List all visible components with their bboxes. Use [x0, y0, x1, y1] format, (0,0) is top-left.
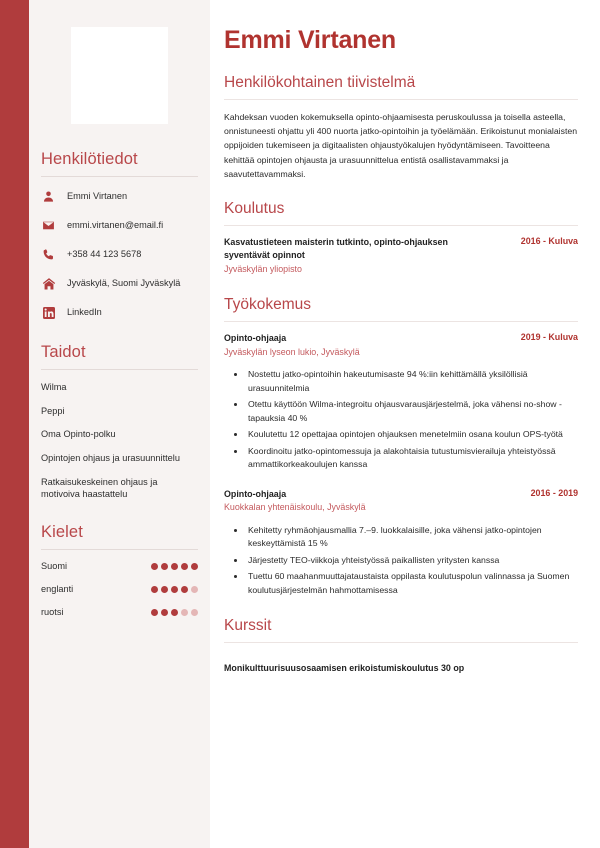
languages-heading: Kielet: [41, 523, 83, 542]
rating-dot-filled: [151, 586, 158, 593]
page-title: Emmi Virtanen: [224, 26, 396, 54]
main-content: [210, 0, 600, 848]
language-level-dots: [151, 609, 198, 616]
entry-organization: Kuokkalan yhtenäiskoulu, Jyväskylä: [224, 502, 366, 513]
section-skills: [41, 343, 198, 501]
envelope-icon: [41, 219, 56, 232]
person-icon: [41, 190, 56, 203]
entry-title: Opinto-ohjaaja: [224, 488, 287, 499]
rating-dot-filled: [171, 586, 178, 593]
courses-heading: Kurssit: [224, 617, 272, 635]
personal-details-heading: Henkilötiedot: [41, 150, 138, 168]
section-experience: [224, 296, 578, 597]
rating-dot-empty: [191, 609, 198, 616]
divider: [224, 99, 578, 100]
divider: [41, 369, 198, 370]
divider: [41, 549, 198, 550]
spacer: [224, 476, 578, 488]
contact-row-linkedin[interactable]: [41, 304, 198, 321]
spacer: [224, 280, 578, 296]
divider: [224, 321, 578, 322]
language-name: Suomi: [41, 561, 68, 572]
language-level-dots: [151, 563, 198, 570]
divider: [224, 225, 578, 226]
language-name: ruotsi: [41, 607, 64, 618]
summary-text: Kahdeksan vuoden kokemuksella opinto-ohjaamisesta peruskoulussa ja toisella asteella, onnistuneesti ohjattu yli 400 nuorta jatko-opintoihin ja työelämään. Erikoistunut monialaisten oppijoiden tukemiseen ja digitaalisten ohjaustyökalujen hyödyntämiseen. Tavoitteena kehittää opintojen ohjausta ja urasuunnittelua entistä osallistavammaksi ja saavutettavammaksi.: [224, 112, 578, 179]
contact-phone-text: +358 44 123 5678: [67, 248, 142, 259]
language-name: englanti: [41, 584, 74, 595]
rating-dot-empty: [191, 586, 198, 593]
experience-entry: [224, 488, 578, 598]
education-heading: Koulutus: [224, 199, 285, 217]
entry-bullet-list: [224, 368, 578, 471]
divider: [41, 176, 198, 177]
bullet-item: • Nostettu jatko-opintoihin hakeutumisaste 94 %:iin kehittämällä yksilöllisiä urasuunnitelmia: [246, 368, 578, 395]
contact-email-text: emmi.virtanen@email.fi: [67, 219, 164, 230]
section-languages: [41, 523, 198, 617]
section-education: [224, 200, 578, 276]
entry-header: [224, 332, 578, 345]
entry-organization: Jyväskylän lyseon lukio, Jyväskylä: [224, 346, 360, 357]
rating-dot-filled: [171, 609, 178, 616]
entry-date: 2016 - Kuluva: [520, 235, 578, 246]
entry-date: 2019 - Kuluva: [520, 331, 578, 342]
language-row: [41, 607, 198, 617]
contact-location-text: Jyväskylä, Suomi Jyväskylä: [67, 277, 181, 288]
spacer: [224, 653, 578, 662]
entry-header: [224, 236, 578, 262]
rating-dot-filled: [171, 563, 178, 570]
experience-heading: Työkokemus: [224, 295, 312, 313]
skill-item: Peppi: [41, 405, 65, 416]
skills-heading: Taidot: [41, 343, 86, 361]
rating-dot-filled: [151, 563, 158, 570]
contact-row-phone[interactable]: [41, 246, 198, 263]
rating-dot-empty: [181, 609, 188, 616]
contact-name-text: Emmi Virtanen: [67, 190, 128, 201]
sidebar: [29, 0, 210, 848]
profile-photo: [71, 27, 168, 124]
bullet-item: • Kehitetty ryhmäohjausmallia 7.–9. luokkalaisille, joka vähensi jatko-opintojen keskeyttämistä 15 %: [246, 524, 578, 551]
bullet-item: • Koordinoitu jatko-opintomessuja ja alakohtaisia tutustumisvierailuja yhteistyössä ammattikorkeakoulujen kanssa: [246, 445, 578, 472]
entry-header: [224, 488, 578, 501]
section-summary: [224, 74, 578, 180]
bullet-item: • Tuettu 60 maahanmuuttajataustaista oppilasta koulutuspolun valinnassa ja Suomen koulutusjärjestelmän hahmottamisessa: [246, 570, 578, 597]
rating-dot-filled: [161, 586, 168, 593]
skill-item: Oma Opinto-polku: [41, 429, 116, 440]
skill-item: Opintojen ohjaus ja urasuunnittelu: [41, 453, 180, 464]
education-entry: [224, 236, 578, 276]
rating-dot-filled: [161, 563, 168, 570]
entry-organization: Jyväskylän yliopisto: [224, 263, 302, 274]
photo-container: [41, 0, 198, 124]
rating-dot-filled: [181, 586, 188, 593]
rating-dot-filled: [191, 563, 198, 570]
spacer: [224, 601, 578, 617]
contact-row-name: [41, 188, 198, 205]
language-row: [41, 561, 198, 571]
bullet-item: • Koulutettu 12 opettajaa opintojen ohjauksen menetelmiin osana koulun OPS-työtä: [246, 428, 578, 441]
entry-bullet-list: [224, 524, 578, 597]
skill-item: Wilma: [41, 382, 67, 392]
language-row: [41, 584, 198, 594]
entry-title: Opinto-ohjaaja: [224, 332, 287, 343]
summary-heading: Henkilökohtainen tiivistelmä: [224, 74, 416, 92]
linkedin-icon: [41, 307, 56, 319]
contact-row-email[interactable]: [41, 217, 198, 234]
section-personal-details: [41, 150, 198, 321]
entry-title: Kasvatustieteen maisterin tutkinto, opinto-ohjauksen syventävät opinnot: [224, 236, 448, 260]
contact-linkedin-text: LinkedIn: [67, 306, 102, 317]
rating-dot-filled: [151, 609, 158, 616]
experience-entry: [224, 332, 578, 472]
rating-dot-filled: [161, 609, 168, 616]
section-courses: [224, 617, 578, 675]
bullet-item: • Järjestetty TEO-viikkoja yhteistyössä paikallisten yritysten kanssa: [246, 554, 578, 567]
accent-stripe: [0, 0, 29, 848]
phone-icon: [41, 248, 56, 261]
skill-item: Ratkaisukeskeinen ohjaus ja motivoiva haastattelu: [41, 476, 158, 500]
course-title: Monikulttuurisuusosaamisen erikoistumiskoulutus 30 op: [224, 663, 465, 674]
rating-dot-filled: [181, 563, 188, 570]
home-icon: [41, 277, 56, 291]
contact-row-location: [41, 275, 198, 292]
language-level-dots: [151, 586, 198, 593]
bullet-item: • Otettu käyttöön Wilma-integroitu ohjausvarausjärjestelmä, joka vähensi no-show -tapauksia 40 %: [246, 398, 578, 425]
divider: [224, 642, 578, 643]
entry-date: 2016 - 2019: [530, 487, 578, 498]
